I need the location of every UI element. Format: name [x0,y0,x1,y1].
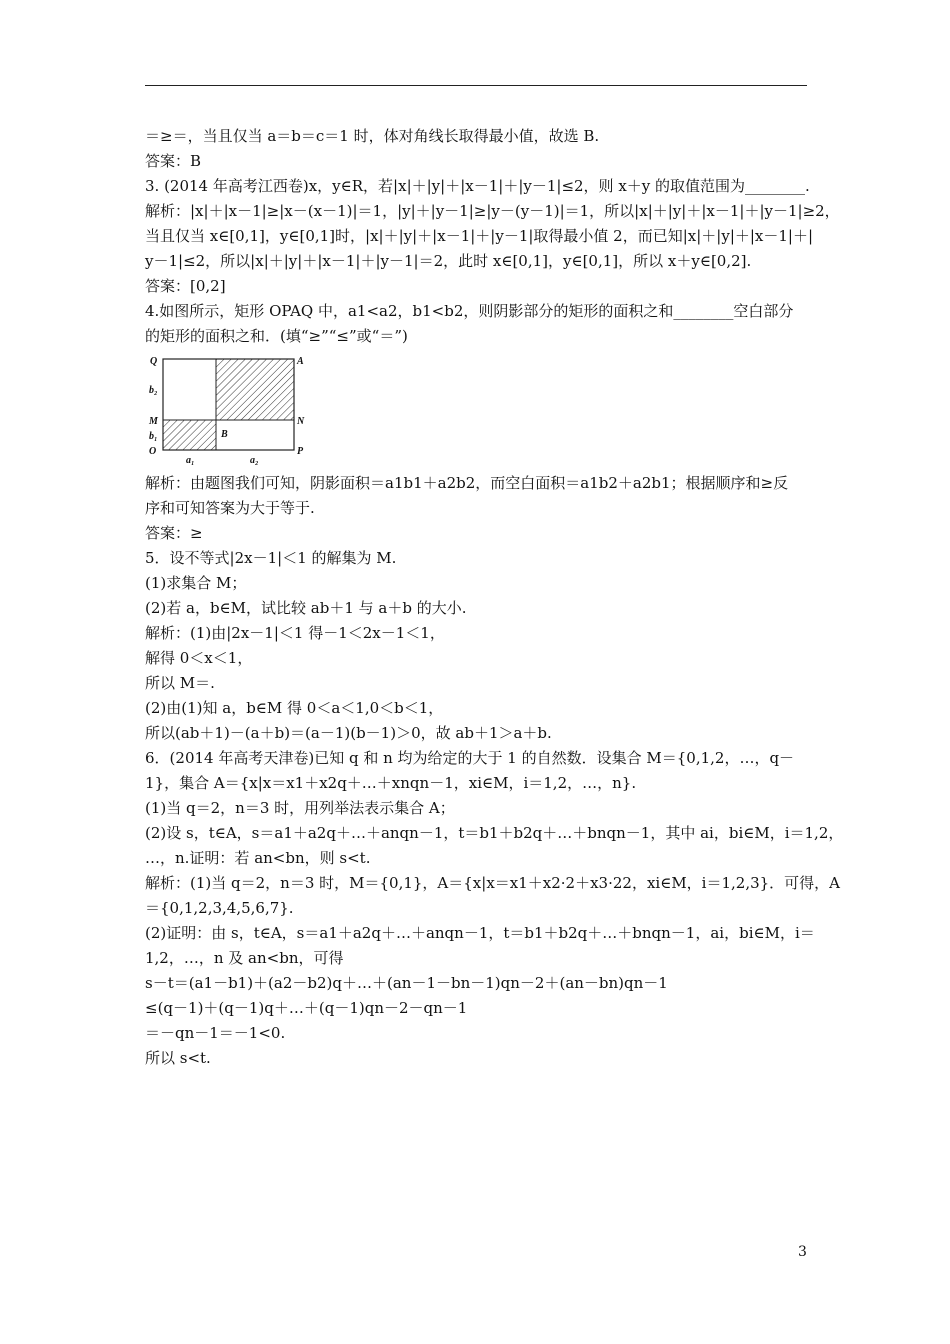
shaded-rect-large [216,359,294,420]
page-body [145,124,844,1071]
text-line: (1)求集合 M； [145,574,247,592]
text-line: 所以(ab＋1)－(a＋b)＝(a－1)(b－1)＞0，故 ab＋1＞a＋b. [145,724,552,742]
text-line: (2)证明：由 s，t∈A，s＝a1＋a2q＋…＋anqn－1，t＝b1＋b2q＋…＋bnqn－1，ai，bi∈M，i＝ [145,924,815,942]
text-line: …，n.证明：若 an<bn，则 s<t. [145,849,371,867]
text-line: ＝≥＝，当且仅当 a＝b＝c＝1 时，体对角线长取得最小值，故选 B. [145,127,600,145]
label-a1: a₁ [186,455,195,465]
text-line: 当且仅当 x∈[0,1]，y∈[0,1]时，|x|＋|y|＋|x－1|＋|y－1|取得最小值 2，而已知|x|＋|y|＋|x－1|＋| [145,227,814,245]
page-number: 3 [798,1244,807,1260]
text-line: 解析：(1)由|2x－1|＜1 得－1＜2x－1＜1， [145,624,445,642]
text-line: 答案：B [145,152,202,170]
text-line: 序和可知答案为大于等于. [145,499,315,517]
text-line: (2)由(1)知 a，b∈M 得 0＜a＜1,0＜b＜1， [145,699,444,717]
text-line: 答案：[0,2] [145,277,226,295]
text-line: 的矩形的面积之和．(填“≥”“≤”或“＝”) [145,327,408,345]
label-b: B [221,429,228,440]
text-line: 解析：由题图我们可知，阴影面积＝a1b1＋a2b2，而空白面积＝a1b2＋a2b1；根据顺序和≥反 [145,474,789,492]
text-line: 4.如图所示，矩形 OPAQ 中，a1<a2，b1<b2，则阴影部分的矩形的面积之和________空白部分 [145,302,794,320]
text-line: 1,2，…，n 及 an<bn，可得 [145,949,344,967]
shaded-rect-small [163,420,216,450]
text-line: 5．设不等式|2x－1|＜1 的解集为 M. [145,549,397,567]
label-a2: a₂ [250,455,259,465]
label-o: O [149,446,157,457]
header-rule [145,85,807,86]
text-line: (2)若 a，b∈M，试比较 ab＋1 与 a＋b 的大小. [145,599,467,617]
text-line: 6．(2014 年高考天津卷)已知 q 和 n 均为给定的大于 1 的自然数．设集合 M＝{0,1,2，…，q－ [145,749,795,767]
text-line: 1}，集合 A＝{x|x＝x1＋x2q＋…＋xnqn－1，xi∈M，i＝1,2，…，n}. [145,774,637,792]
text-line: ＝－qn－1＝－1<0. [145,1024,286,1042]
text-line: s－t＝(a1－b1)＋(a2－b2)q＋…＋(an－1－bn－1)qn－2＋(an－bn)qn－1 [145,974,668,992]
text-line: 解得 0＜x＜1， [145,649,253,667]
label-a: A [297,356,304,367]
text-line: 所以 s<t. [145,1049,211,1067]
text-line: 所以 M＝. [145,674,215,692]
text-line: 答案：≥ [145,524,203,542]
label-b2: b₂ [149,385,158,396]
text-line: 3. (2014 年高考江西卷)x，y∈R，若|x|＋|y|＋|x－1|＋|y－1|≤2，则 x＋y 的取值范围为________. [145,177,810,195]
text-line: ＝{0,1,2,3,4,5,6,7}. [145,899,294,917]
label-b1: b₁ [149,431,158,442]
text-line: 解析：|x|＋|x－1|≥|x－(x－1)|＝1，|y|＋|y－1|≥|y－(y－1)|＝1，所以|x|＋|y|＋|x－1|＋|y－1|≥2， [145,202,840,220]
text-line: ≤(q－1)＋(q－1)q＋…＋(q－1)qn－2－qn－1 [145,999,468,1017]
text-line: (2)设 s，t∈A，s＝a1＋a2q＋…＋anqn－1，t＝b1＋b2q＋…＋bnqn－1，其中 ai，bi∈M，i＝1,2， [145,824,844,842]
text-line: (1)当 q＝2，n＝3 时，用列举法表示集合 A； [145,799,455,817]
label-n: N [297,416,305,427]
text-line: y－1|≤2，所以|x|＋|y|＋|x－1|＋|y－1|＝2，此时 x∈[0,1]，y∈[0,1]，所以 x＋y∈[0,2]. [145,252,752,270]
text-line: 解析：(1)当 q＝2，n＝3 时，M＝{0,1}，A＝{x|x＝x1＋x2·2＋x3·22，xi∈M，i＝1,2,3}．可得，A [145,874,841,892]
label-p: P [297,446,304,457]
label-m: M [149,416,158,427]
label-q: Q [150,356,158,367]
rectangle-figure [145,353,315,465]
